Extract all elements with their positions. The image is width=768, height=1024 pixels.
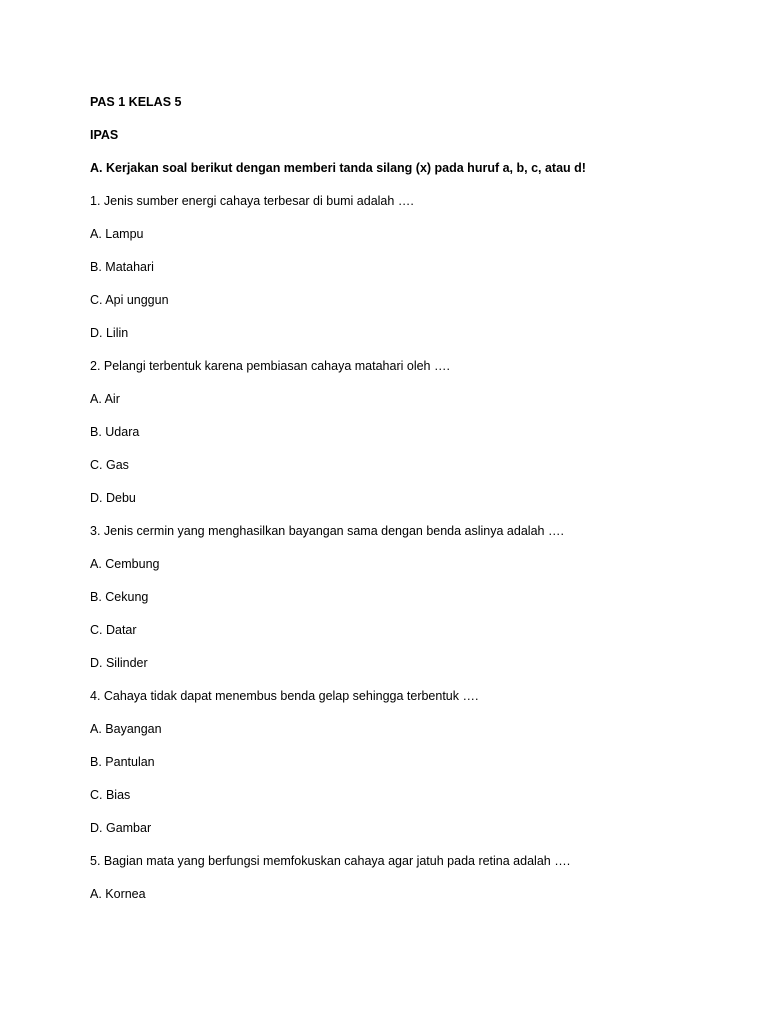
question-3-option-d: D. Silinder — [90, 656, 148, 670]
question-4-option-c: C. Bias — [90, 788, 131, 802]
question-1-option-d: D. Lilin — [90, 326, 129, 340]
question-5: 5. Bagian mata yang berfungsi memfokuskan cahaya agar jatuh pada retina adalah …. — [90, 854, 571, 868]
question-2-option-d: D. Debu — [90, 491, 136, 505]
document-title: PAS 1 KELAS 5 — [90, 95, 182, 109]
question-1-option-b: B. Matahari — [90, 260, 154, 274]
question-1-option-a: A. Lampu — [90, 227, 144, 241]
question-3-option-c: C. Datar — [90, 623, 137, 637]
question-2-option-b: B. Udara — [90, 425, 140, 439]
question-3: 3. Jenis cermin yang menghasilkan bayangan sama dengan benda aslinya adalah …. — [90, 524, 564, 538]
question-3-option-b: B. Cekung — [90, 590, 149, 604]
question-4-option-d: D. Gambar — [90, 821, 152, 835]
question-4-option-a: A. Bayangan — [90, 722, 162, 736]
document-content — [90, 92, 710, 917]
question-2-option-c: C. Gas — [90, 458, 129, 472]
question-3-option-a: A. Cembung — [90, 557, 160, 571]
question-5-option-a: A. Kornea — [90, 887, 146, 901]
question-4: 4. Cahaya tidak dapat menembus benda gelap sehingga terbentuk …. — [90, 689, 479, 703]
question-1: 1. Jenis sumber energi cahaya terbesar di bumi adalah …. — [90, 194, 414, 208]
subject-heading: IPAS — [90, 128, 119, 142]
question-2: 2. Pelangi terbentuk karena pembiasan cahaya matahari oleh …. — [90, 359, 450, 373]
question-4-option-b: B. Pantulan — [90, 755, 155, 769]
instruction-text: A. Kerjakan soal berikut dengan memberi tanda silang (x) pada huruf a, b, c, atau d! — [90, 161, 586, 175]
question-2-option-a: A. Air — [90, 392, 120, 406]
question-1-option-c: C. Api unggun — [90, 293, 169, 307]
